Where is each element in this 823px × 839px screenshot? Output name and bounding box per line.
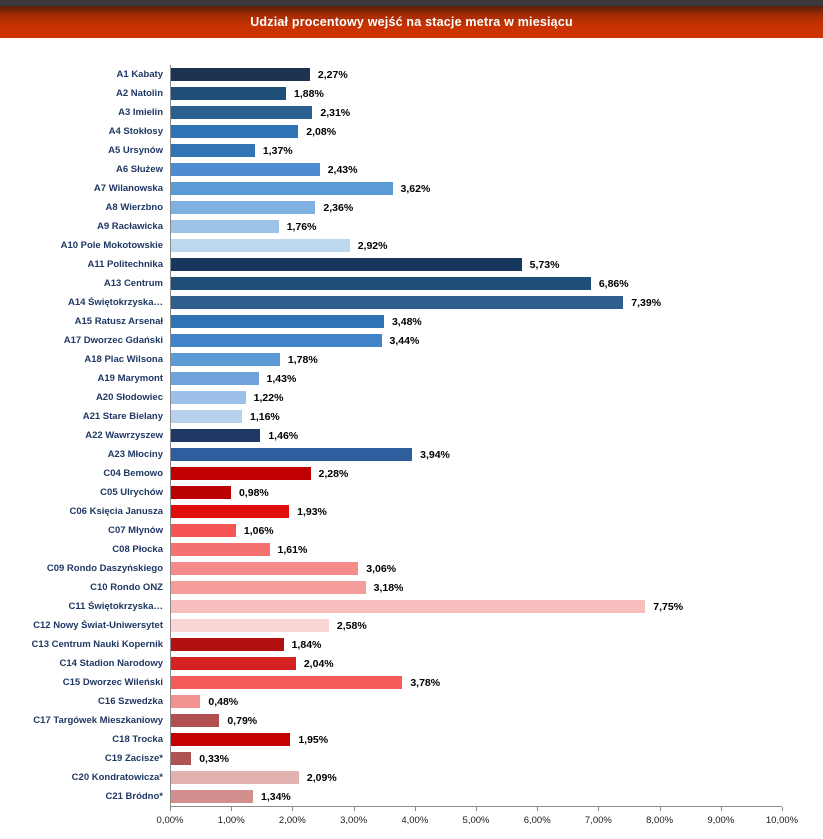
value-label: 7,39% — [631, 296, 662, 309]
category-label: A3 Imielin — [118, 107, 163, 118]
plot-cell — [170, 122, 783, 141]
plot-cell — [170, 616, 783, 635]
plot-cell — [170, 749, 783, 768]
plot-cell — [170, 768, 783, 787]
value-label: 2,27% — [317, 68, 348, 81]
x-tick-label: 4,00% — [401, 815, 429, 826]
value-label: 3,94% — [420, 448, 450, 461]
value-label: 2,36% — [323, 201, 354, 214]
page-title: Udział procentowy wejść na stacje metra w miesiącu — [250, 15, 573, 29]
category-label: C16 Szwedzka — [98, 696, 163, 707]
bar-row — [0, 179, 823, 198]
plot-cell — [170, 407, 783, 426]
bar-row — [0, 654, 823, 673]
bar — [171, 201, 315, 214]
bar-row — [0, 217, 823, 236]
plot-cell — [170, 635, 783, 654]
bar-row — [0, 768, 823, 787]
plot-cell — [170, 388, 783, 407]
plot-cell — [170, 445, 783, 464]
bar-row — [0, 502, 823, 521]
plot-cell — [170, 255, 783, 274]
bar-row — [0, 426, 823, 445]
bar-row — [0, 255, 823, 274]
category-label: C18 Trocka — [112, 734, 163, 745]
category-label: A7 Wilanowska — [93, 183, 163, 194]
plot-cell — [170, 578, 783, 597]
value-label: 3,18% — [373, 581, 404, 594]
category-label: A15 Ratusz Arsenał — [74, 316, 163, 327]
x-tick-label: 3,00% — [340, 815, 368, 826]
bar — [171, 619, 329, 632]
bar — [171, 505, 289, 518]
plot-cell — [170, 217, 783, 236]
bar — [171, 752, 191, 765]
title-bar — [0, 6, 823, 38]
bar-row — [0, 616, 823, 635]
x-axis-tick — [598, 807, 599, 811]
plot-cell — [170, 84, 783, 103]
category-label: C13 Centrum Nauki Kopernik — [31, 639, 163, 650]
value-label: 5,73% — [529, 258, 560, 271]
value-label: 3,78% — [410, 676, 441, 689]
x-tick-label: 6,00% — [523, 815, 551, 826]
bar-row — [0, 312, 823, 331]
category-label: A14 Świętokrzyska… — [67, 297, 163, 308]
bar-row — [0, 160, 823, 179]
bar-row — [0, 578, 823, 597]
bar — [171, 68, 310, 81]
category-label: A9 Racławicka — [96, 221, 163, 232]
plot-cell — [170, 730, 783, 749]
bar — [171, 87, 286, 100]
category-label: A11 Politechnika — [87, 259, 163, 270]
bar-row — [0, 673, 823, 692]
bar — [171, 258, 522, 271]
bar — [171, 467, 311, 480]
category-label: C17 Targówek Mieszkaniowy — [33, 715, 163, 726]
plot-cell — [170, 369, 783, 388]
plot-cell — [170, 654, 783, 673]
bar-row — [0, 749, 823, 768]
value-label: 1,78% — [287, 353, 318, 366]
x-axis-tick — [231, 807, 232, 811]
category-label: A4 Stokłosy — [108, 126, 163, 137]
value-label: 2,58% — [336, 619, 367, 632]
value-label: 0,98% — [238, 486, 269, 499]
plot-cell — [170, 483, 783, 502]
bar-row — [0, 445, 823, 464]
x-axis-tick — [476, 807, 477, 811]
category-label: A13 Centrum — [103, 278, 163, 289]
bar — [171, 334, 382, 347]
x-axis-tick — [292, 807, 293, 811]
bar — [171, 638, 284, 651]
bar-row — [0, 559, 823, 578]
category-label: C08 Płocka — [112, 544, 163, 555]
x-tick-label: 5,00% — [462, 815, 490, 826]
bar-row — [0, 103, 823, 122]
plot-cell — [170, 559, 783, 578]
bar — [171, 410, 242, 423]
bar-row — [0, 369, 823, 388]
value-label: 3,44% — [389, 334, 420, 347]
bar-row — [0, 198, 823, 217]
plot-cell — [170, 293, 783, 312]
bar-row — [0, 730, 823, 749]
plot-cell — [170, 692, 783, 711]
plot-cell — [170, 464, 783, 483]
category-label: A8 Wierzbno — [105, 202, 163, 213]
value-label: 3,48% — [391, 315, 422, 328]
x-axis-tick — [660, 807, 661, 811]
value-label: 2,43% — [327, 163, 358, 176]
bar — [171, 106, 312, 119]
x-tick-label: 2,00% — [278, 815, 306, 826]
category-label: C05 Ulrychów — [100, 487, 163, 498]
plot-cell — [170, 502, 783, 521]
plot-cell — [170, 331, 783, 350]
value-label: 1,76% — [286, 220, 317, 233]
value-label: 1,16% — [249, 410, 280, 423]
bar — [171, 315, 384, 328]
value-label: 1,43% — [266, 372, 297, 385]
value-label: 1,34% — [261, 790, 291, 803]
bar — [171, 562, 358, 575]
bar — [171, 296, 623, 309]
bar-row — [0, 350, 823, 369]
value-label: 7,75% — [653, 600, 684, 613]
x-axis-tick — [721, 807, 722, 811]
value-label: 1,06% — [243, 524, 274, 537]
value-label: 2,31% — [320, 106, 351, 119]
plot-cell — [170, 521, 783, 540]
plot-cell — [170, 426, 783, 445]
value-label: 1,84% — [291, 638, 322, 651]
bar-row — [0, 141, 823, 160]
category-label: C15 Dworzec Wileński — [62, 677, 163, 688]
category-label: A23 Młociny — [107, 449, 163, 460]
value-label: 1,93% — [297, 505, 327, 518]
category-label: A17 Dworzec Gdański — [63, 335, 163, 346]
bar — [171, 372, 259, 385]
bar — [171, 182, 393, 195]
plot-cell — [170, 350, 783, 369]
bar — [171, 676, 402, 689]
x-tick-label: 0,00% — [156, 815, 184, 826]
plot-cell — [170, 597, 783, 616]
bar — [171, 125, 298, 138]
category-label: C10 Rondo ONZ — [90, 582, 163, 593]
value-label: 3,06% — [366, 562, 397, 575]
bar-row — [0, 464, 823, 483]
bar-row — [0, 483, 823, 502]
bar — [171, 220, 279, 233]
value-label: 0,79% — [227, 714, 258, 727]
bar — [171, 581, 366, 594]
category-label: A10 Pole Mokotowskie — [60, 240, 163, 251]
bar-row — [0, 521, 823, 540]
category-label: C19 Zacisze* — [104, 753, 163, 764]
bar-row — [0, 65, 823, 84]
category-label: A2 Natolin — [116, 88, 163, 99]
value-label: 1,95% — [298, 733, 329, 746]
value-label: 2,92% — [357, 239, 388, 252]
bar — [171, 144, 255, 157]
value-label: 2,04% — [303, 657, 334, 670]
bar-row — [0, 293, 823, 312]
category-label: A5 Ursynów — [108, 145, 163, 156]
value-label: 1,37% — [262, 144, 293, 157]
bar — [171, 790, 253, 803]
value-label: 1,88% — [294, 87, 324, 100]
x-axis — [156, 806, 799, 835]
category-label: C07 Młynów — [108, 525, 163, 536]
plot-cell — [170, 65, 783, 84]
bar — [171, 353, 280, 366]
x-tick-label: 7,00% — [584, 815, 612, 826]
category-label: C12 Nowy Świat-Uniwersytet — [33, 620, 163, 631]
bar-row — [0, 597, 823, 616]
bar — [171, 714, 219, 727]
bar — [171, 733, 290, 746]
x-axis-tick — [782, 807, 783, 811]
category-label: A19 Marymont — [97, 373, 163, 384]
bar — [171, 239, 350, 252]
plot-cell — [170, 236, 783, 255]
value-label: 1,22% — [253, 391, 284, 404]
plot-cell — [170, 274, 783, 293]
x-tick-label: 1,00% — [217, 815, 245, 826]
value-label: 6,86% — [598, 277, 629, 290]
value-label: 1,46% — [268, 429, 299, 442]
bar-row — [0, 407, 823, 426]
category-label: A21 Stare Bielany — [82, 411, 163, 422]
bar — [171, 524, 236, 537]
value-label: 2,09% — [306, 771, 337, 784]
x-tick-label: 10,00% — [765, 815, 799, 826]
category-label: C21 Bródno* — [105, 791, 163, 802]
plot-cell — [170, 198, 783, 217]
bar — [171, 448, 412, 461]
x-axis-tick — [170, 807, 171, 811]
plot-cell — [170, 179, 783, 198]
bar — [171, 163, 320, 176]
category-label: C14 Stadion Narodowy — [59, 658, 163, 669]
bar-row — [0, 711, 823, 730]
plot-cell — [170, 540, 783, 559]
plot-cell — [170, 160, 783, 179]
plot-cell — [170, 103, 783, 122]
bar-row — [0, 540, 823, 559]
value-label: 2,28% — [318, 467, 349, 480]
plot-cell — [170, 141, 783, 160]
bar — [171, 429, 260, 442]
bar — [171, 277, 591, 290]
x-tick-label: 9,00% — [707, 815, 735, 826]
category-label: A20 Słodowiec — [95, 392, 163, 403]
x-tick-label: 8,00% — [646, 815, 674, 826]
value-label: 0,33% — [199, 752, 229, 765]
value-label: 0,48% — [208, 695, 239, 708]
bar-rows — [0, 65, 823, 806]
bar — [171, 543, 270, 556]
bar — [171, 391, 246, 404]
bar — [171, 771, 299, 784]
bar-chart — [0, 65, 823, 835]
bar-row — [0, 274, 823, 293]
value-label: 2,08% — [306, 125, 337, 138]
category-label: C04 Bemowo — [103, 468, 163, 479]
value-label: 3,62% — [400, 182, 431, 195]
bar-row — [0, 635, 823, 654]
plot-cell — [170, 787, 783, 806]
bar-row — [0, 122, 823, 141]
value-label: 1,61% — [277, 543, 308, 556]
bar-row — [0, 787, 823, 806]
category-label: A18 Plac Wilsona — [84, 354, 163, 365]
bar — [171, 695, 200, 708]
category-label: C11 Świętokrzyska… — [68, 601, 163, 612]
category-label: A6 Służew — [116, 164, 163, 175]
bar — [171, 600, 645, 613]
category-label: A1 Kabaty — [116, 69, 163, 80]
x-axis-tick — [537, 807, 538, 811]
x-axis-tick — [354, 807, 355, 811]
bar — [171, 486, 231, 499]
category-label: A22 Wawrzyszew — [85, 430, 163, 441]
bar-row — [0, 84, 823, 103]
plot-cell — [170, 673, 783, 692]
x-axis-tick — [415, 807, 416, 811]
category-label: C06 Księcia Janusza — [69, 506, 163, 517]
bar-row — [0, 236, 823, 255]
bar — [171, 657, 296, 670]
bar-row — [0, 331, 823, 350]
bar-row — [0, 692, 823, 711]
plot-cell — [170, 312, 783, 331]
bar-row — [0, 388, 823, 407]
category-label: C09 Rondo Daszyńskiego — [46, 563, 163, 574]
category-label: C20 Kondratowicza* — [71, 772, 163, 783]
plot-cell — [170, 711, 783, 730]
